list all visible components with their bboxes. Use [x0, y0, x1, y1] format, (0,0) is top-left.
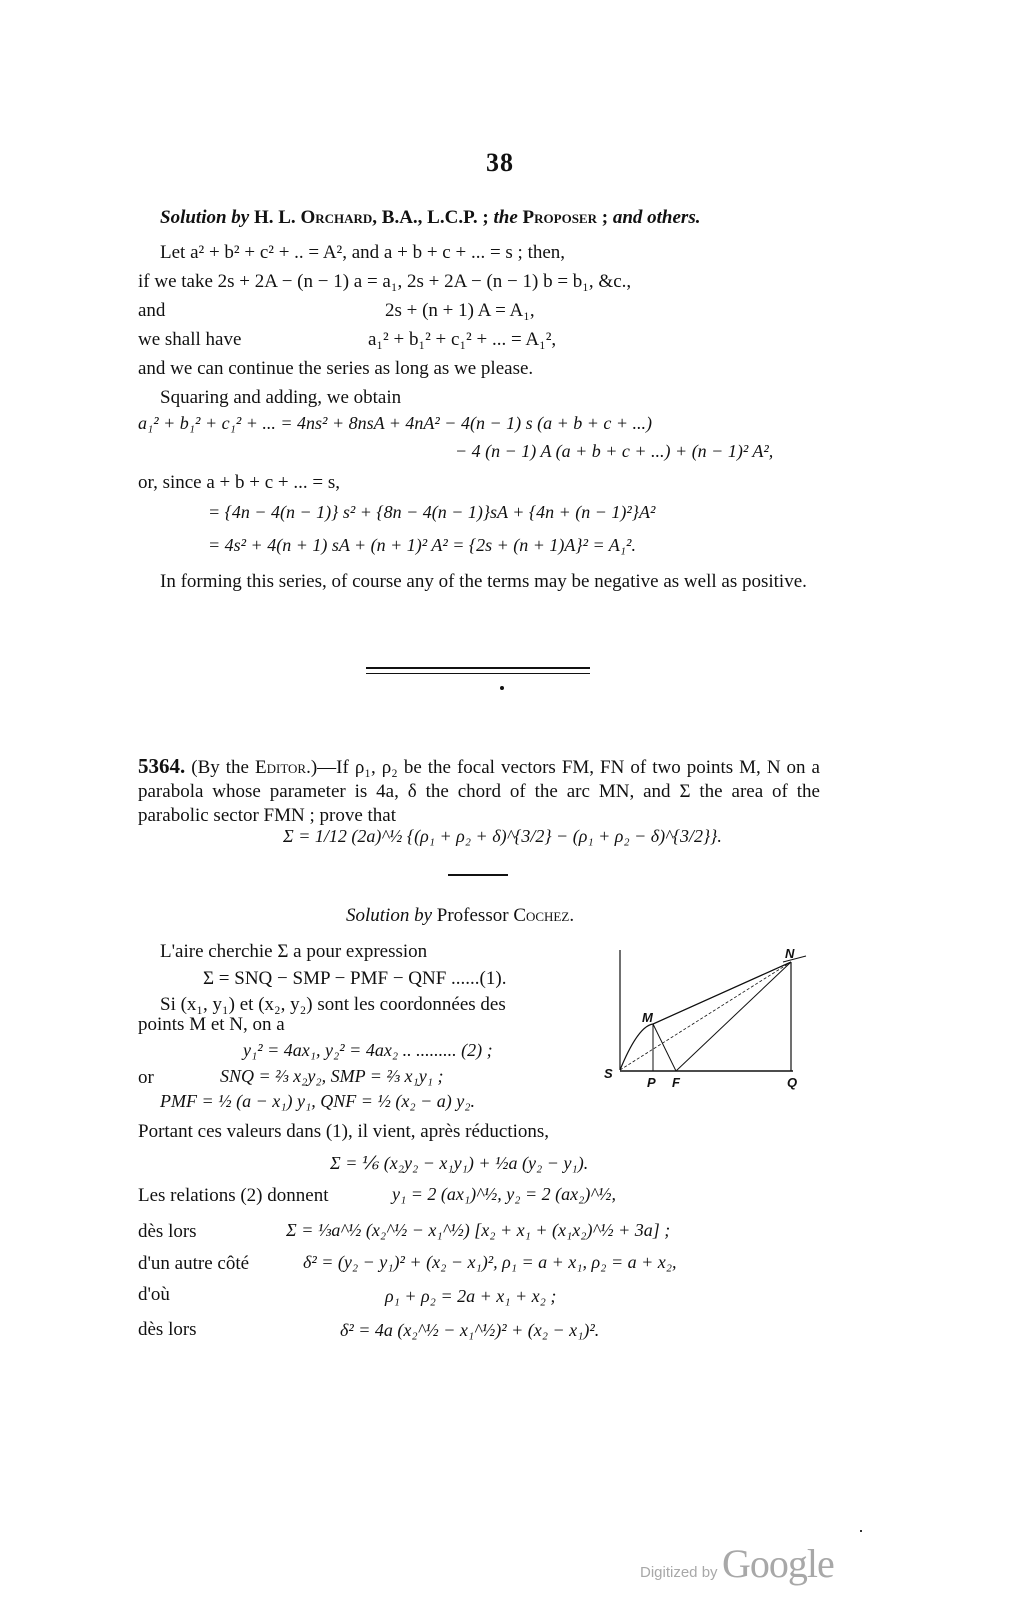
- heading-part: Proposer: [517, 207, 597, 228]
- line-mf: [653, 1024, 676, 1071]
- dot-mark: [500, 686, 504, 690]
- label-m: M: [642, 1010, 653, 1025]
- heading-part: .: [569, 905, 575, 926]
- equation: = {4n − 4(n − 1)} s² + {8n − 4(n − 1)}sA + {4n + (n − 1)²}A²: [208, 502, 656, 522]
- question-text: .)—If ρ₁, ρ₂ be the focal vectors FM, FN of two points M, N on a parabola whose parameter is 4a, δ the chord of the arc MN, and Σ the area of the parabolic sector FMN ; prove that: [138, 757, 820, 826]
- watermark-prefix: Digitized by: [640, 1564, 718, 1581]
- text-line: we shall have: [138, 329, 242, 350]
- paragraph: In forming this series, of course any of the terms may be negative as well as positive.: [160, 571, 807, 592]
- equation: ρ₁ + ρ₂ = 2a + x₁ + x₂ ;: [385, 1286, 557, 1306]
- text-line: Les relations (2) donnent: [138, 1185, 329, 1206]
- equation: SNQ = ⅔ x₂y₂, SMP = ⅔ x₁y₁ ;: [220, 1066, 444, 1086]
- equation: a₁² + b₁² + c₁² + ... = A₁²,: [368, 329, 557, 350]
- equation: δ² = 4a (x₂^½ − x₁^½)² + (x₂ − x₁)².: [340, 1320, 600, 1340]
- heading-part: Solution by: [160, 207, 250, 228]
- heading-part: Solution by: [346, 905, 433, 926]
- heading-part: H. L.: [249, 207, 301, 228]
- page-number: 38: [486, 148, 514, 177]
- equation: Σ = SNQ − SMP − PMF − QNF ......(1).: [203, 968, 507, 989]
- divider: [448, 874, 508, 876]
- text-line: points M et N, on a: [138, 1014, 285, 1035]
- text-line: or, since a + b + c + ... = s,: [138, 472, 340, 493]
- equation: y₁ = 2 (ax₁)^½, y₂ = 2 (ax₂)^½,: [392, 1184, 616, 1204]
- equation: Σ = ⅓a^½ (x₂^½ − x₁^½) [x₂ + x₁ + (x₁x₂)^½ + 3a] ;: [286, 1220, 671, 1240]
- heading-part: the: [493, 207, 518, 228]
- parabola-diagram: [598, 940, 818, 1100]
- heading-part: Cochez: [513, 905, 570, 926]
- text-line: Squaring and adding, we obtain: [160, 387, 402, 408]
- dot-mark: [860, 1530, 862, 1532]
- line-fn: [676, 962, 791, 1071]
- text-line: Si (x₁, y₁) et (x₂, y₂) sont les coordonnées des: [160, 994, 506, 1015]
- equation: Σ = ⅙ (x₂y₂ − x₁y₁) + ½a (y₂ − y₁).: [330, 1153, 589, 1173]
- google-logo: Google: [722, 1541, 834, 1586]
- label-f: F: [672, 1075, 680, 1090]
- question-5364: [138, 754, 820, 828]
- question-text: Editor: [255, 757, 307, 778]
- text-line: d'où: [138, 1284, 170, 1305]
- equation: y₁² = 4ax₁, y₂² = 4ax₂ .. ......... (2) ;: [243, 1040, 493, 1060]
- equation: PMF = ½ (a − x₁) y₁, QNF = ½ (x₂ − a) y₂.: [160, 1091, 476, 1111]
- text-line: and we can continue the series as long as we please.: [138, 358, 534, 379]
- text-line: or: [138, 1067, 154, 1088]
- solution-heading: [346, 904, 574, 928]
- equation: = 4s² + 4(n + 1) sA + (n + 1)² A² = {2s + (n + 1)A}² = A₁².: [208, 535, 636, 555]
- text-line: L'aire cherchie Σ a pour expression: [160, 941, 428, 962]
- equation: δ² = (y₂ − y₁)² + (x₂ − x₁)², ρ₁ = a + x₁, ρ₂ = a + x₂,: [303, 1252, 677, 1272]
- heading-part: and others.: [612, 207, 701, 228]
- question-text: (By the: [185, 757, 255, 778]
- question-number: 5364.: [138, 754, 186, 778]
- label-n: N: [785, 946, 795, 961]
- text-line: Portant ces valeurs dans (1), il vient, après réductions,: [138, 1121, 550, 1142]
- text-line: dès lors: [138, 1319, 197, 1340]
- heading-part: Professor: [432, 905, 514, 926]
- equation: a₁² + b₁² + c₁² + ... = 4ns² + 8nsA + 4nA² − 4(n − 1) s (a + b + c + ...): [138, 413, 653, 433]
- divider: [366, 673, 590, 674]
- heading-part: Orchard: [300, 207, 373, 228]
- text-line: and: [138, 300, 166, 321]
- text-line: Let a² + b² + c² + .. = A², and a + b + c + ... = s ; then,: [160, 242, 566, 263]
- equation: Σ = 1/12 (2a)^½ {(ρ₁ + ρ₂ + δ)^{3/2} − (ρ₁ + ρ₂ − δ)^{3/2}}.: [283, 826, 722, 846]
- text-line: d'un autre côté: [138, 1253, 250, 1274]
- divider: [366, 667, 590, 669]
- text-line: dès lors: [138, 1221, 197, 1242]
- label-q: Q: [787, 1075, 798, 1090]
- label-p: P: [647, 1075, 656, 1090]
- text-line: if we take 2s + 2A − (n − 1) a = a₁, 2s + 2A − (n − 1) b = b₁, &c.,: [138, 271, 632, 292]
- heading-part: , B.A., L.C.P. ;: [372, 207, 494, 228]
- chord-mn: [653, 962, 791, 1024]
- label-s: S: [604, 1066, 613, 1081]
- equation: − 4 (n − 1) A (a + b + c + ...) + (n − 1)² A²,: [455, 441, 774, 461]
- digitized-watermark: [640, 1540, 834, 1587]
- heading-part: ;: [597, 207, 613, 228]
- equation: 2s + (n + 1) A = A₁,: [385, 300, 535, 321]
- solution-heading: [160, 206, 700, 230]
